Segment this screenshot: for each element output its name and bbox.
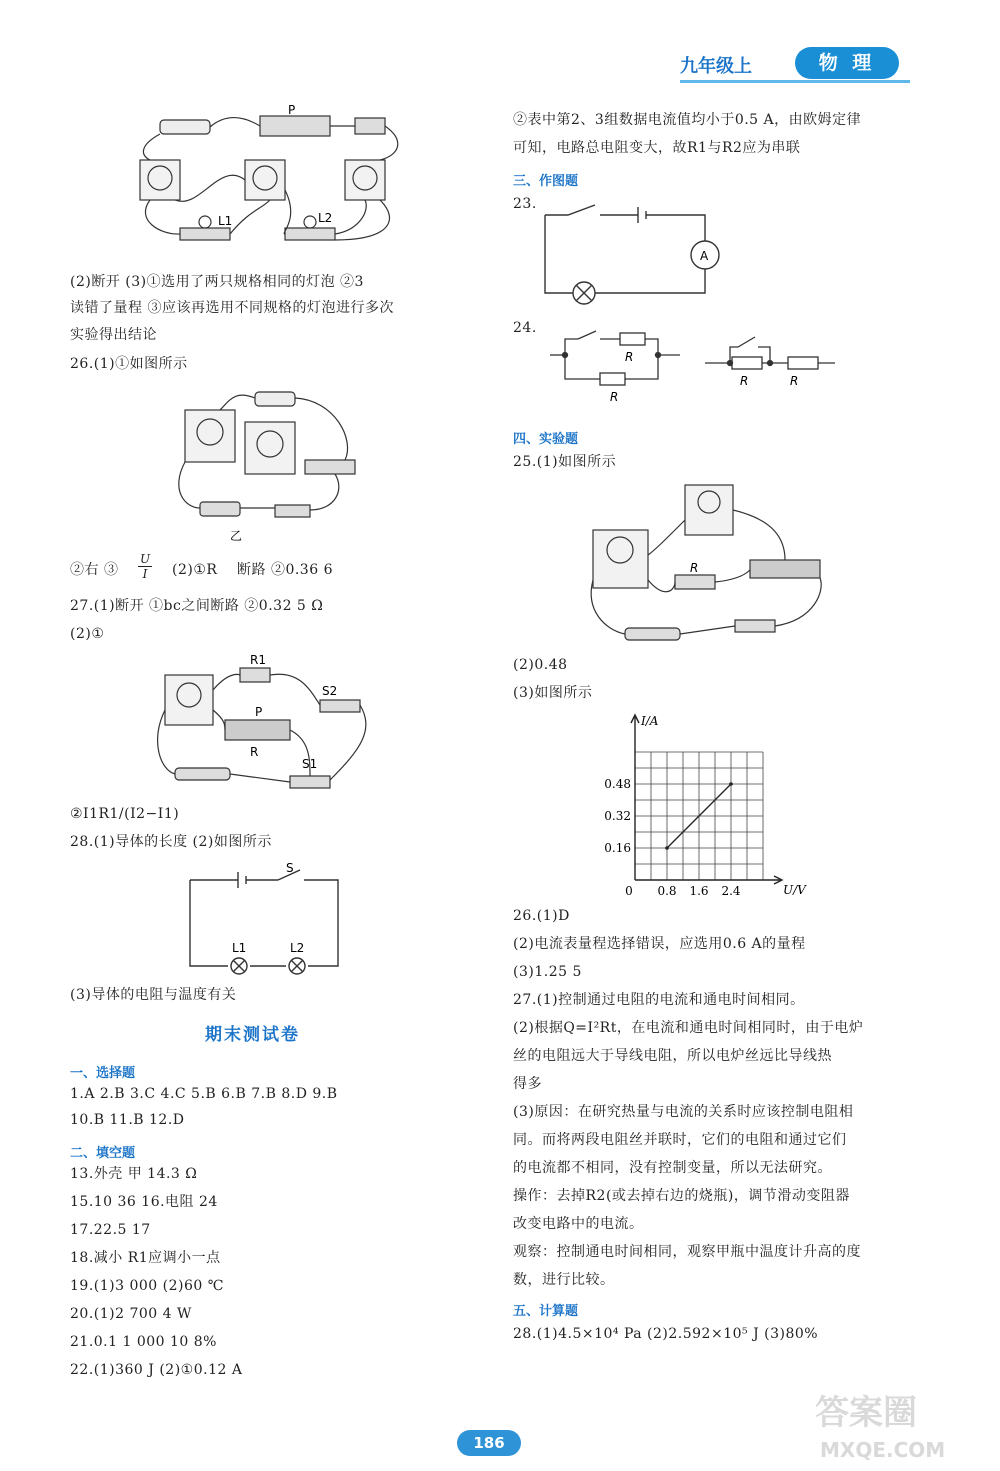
- circuit-figure-5: [585, 480, 835, 645]
- section-choice: 一、选择题: [70, 1066, 136, 1081]
- iu-point: [729, 782, 733, 786]
- q27-line-1: 27.(1)断开 ①bc之间断路 ②0.32 5 Ω: [70, 598, 324, 614]
- q25-right-head: 25.(1)如图所示: [513, 454, 617, 470]
- q27-right-10: 观察：控制通电时间相同，观察甲瓶中温度计升高的度: [513, 1244, 861, 1260]
- fig3-label-s1: S1: [302, 757, 318, 771]
- x-axis-label: U/V: [783, 883, 806, 897]
- q26-fraction-num: U: [139, 552, 151, 566]
- q26-head: 26.(1)①如图所示: [70, 356, 188, 372]
- iu-graph-axes: [631, 715, 782, 884]
- section-calculation: 五、计算题: [513, 1304, 579, 1319]
- watermark-logo: 答案圈: [815, 1393, 917, 1433]
- x-tick-label: 0.8: [657, 884, 677, 898]
- q27-right-7: 的电流都不相同，没有控制变量，所以无法研究。: [513, 1160, 832, 1176]
- q26-tail-part-1: ②右 ③: [70, 562, 119, 578]
- q27-right-5: (3)原因：在研究热量与电流的关系时应该控制电阻相: [513, 1104, 854, 1120]
- circuit-q24: [540, 325, 840, 405]
- header-underline: [680, 80, 910, 83]
- fill-line-6: 20.(1)2 700 4 W: [70, 1306, 192, 1322]
- fig3-label-p: P: [255, 705, 263, 719]
- fill-line-3: 17.22.5 17: [70, 1222, 151, 1238]
- fig5-label-r: R: [690, 561, 699, 575]
- fill-line-2: 15.10 36 16.电阻 24: [70, 1194, 218, 1210]
- circuit-figure-1: [120, 100, 410, 260]
- q28-right: 28.(1)4.5×10⁴ Pa (2)2.592×10⁵ J (3)80%: [513, 1326, 819, 1342]
- q27-right-1: 27.(1)控制通过电阻的电流和通电时间相同。: [513, 992, 805, 1008]
- fig1-label-l1: L1: [218, 214, 233, 228]
- q23-label: 23.: [513, 196, 537, 212]
- circuit-figure-2: [175, 380, 365, 545]
- q24-label-r2: R: [610, 390, 619, 404]
- section-fill: 二、填空题: [70, 1146, 136, 1161]
- page-number: 186: [457, 1430, 521, 1456]
- y-tick-label: 0.32: [604, 809, 631, 823]
- fig4-label-l1: L1: [232, 941, 247, 955]
- q25-line-3: 实验得出结论: [70, 327, 157, 343]
- header-grade: 九年级上: [680, 56, 752, 77]
- q25-line-1: (2)断开 (3)①选用了两只规格相同的灯泡 ②3: [70, 274, 364, 290]
- right-top-line-1: ②表中第2、3组数据电流值均小于0.5 A，由欧姆定律: [513, 112, 862, 128]
- fill-line-7: 21.0.1 1 000 10 8%: [70, 1334, 217, 1350]
- q23-ammeter-label: A: [700, 249, 709, 263]
- q26-right-2: (2)电流表量程选择错误，应选用0.6 A的量程: [513, 936, 806, 952]
- q27-line-2: (2)①: [70, 626, 105, 642]
- fig4-label-l2: L2: [290, 941, 305, 955]
- q28-line: 28.(1)导体的长度 (2)如图所示: [70, 834, 272, 850]
- q24-label: 24.: [513, 320, 537, 336]
- fig3-label-s2: S2: [322, 684, 338, 698]
- q27-right-9: 改变电路中的电流。: [513, 1216, 644, 1232]
- q26-fraction-den: I: [142, 567, 148, 581]
- circuit-figure-4: [180, 858, 350, 978]
- q27-tail: ②I1R1/(I2−I1): [70, 806, 180, 822]
- y-axis-label: I/A: [641, 714, 659, 728]
- q26-fraction: [138, 552, 152, 581]
- q26-tail-part-2: (2)①R: [172, 562, 218, 578]
- fig3-label-r: R: [250, 745, 259, 759]
- circuit-q23: [540, 195, 720, 310]
- q27-right-11: 数，进行比较。: [513, 1272, 615, 1288]
- watermark-url: MXQE.COM: [820, 1438, 946, 1462]
- fig1-label-l2: L2: [318, 211, 333, 225]
- fig4-label-s: S: [286, 861, 294, 875]
- q28-tail: (3)导体的电阻与温度有关: [70, 987, 237, 1003]
- fig1-label-p: P: [288, 103, 296, 117]
- fill-line-8: 22.(1)360 J (2)①0.12 A: [70, 1362, 243, 1378]
- fill-line-1: 13.外壳 甲 14.3 Ω: [70, 1166, 198, 1182]
- choice-answers-2: 10.B 11.B 12.D: [70, 1112, 185, 1128]
- q24-label-r3: R: [740, 374, 749, 388]
- x-tick-label: 2.4: [721, 884, 741, 898]
- fig3-label-r1: R1: [250, 653, 266, 667]
- fill-line-5: 19.(1)3 000 (2)60 ℃: [70, 1278, 224, 1294]
- section-drawing: 三、作图题: [513, 174, 579, 189]
- q26-right-1: 26.(1)D: [513, 908, 570, 924]
- right-top-line-2: 可知，电路总电阻变大，故R1与R2应为串联: [513, 140, 801, 156]
- q24-label-r1: R: [625, 350, 634, 364]
- choice-answers-1: 1.A 2.B 3.C 4.C 5.B 6.B 7.B 8.D 9.B: [70, 1086, 338, 1102]
- final-test-title: 期末测试卷: [205, 1025, 300, 1045]
- q27-right-8: 操作：去掉R2(或去掉右边的烧瓶)，调节滑动变阻器: [513, 1188, 850, 1204]
- x-tick-label: 0: [625, 884, 633, 898]
- y-tick-label: 0.16: [604, 841, 631, 855]
- q27-right-3: 丝的电阻远大于导线电阻，所以电炉丝远比导线热: [513, 1048, 832, 1064]
- q27-right-6: 同。而将两段电阻丝并联时，它们的电阻和通过它们: [513, 1132, 847, 1148]
- x-tick-label: 1.6: [689, 884, 709, 898]
- q25-line-2: 读错了量程 ③应该再选用不同规格的灯泡进行多次: [70, 300, 394, 316]
- y-tick-label: 0.48: [604, 777, 631, 791]
- q26-right-3: (3)1.25 5: [513, 964, 582, 980]
- iu-graph: [595, 705, 825, 905]
- q25-right-2: (2)0.48: [513, 657, 568, 673]
- q25-right-3: (3)如图所示: [513, 685, 593, 701]
- q27-right-4: 得多: [513, 1076, 542, 1092]
- section-experiment: 四、实验题: [513, 432, 579, 447]
- header-subject: 物 理: [795, 47, 899, 79]
- iu-point: [665, 846, 669, 850]
- fig2-label: 乙: [230, 529, 243, 543]
- q24-label-r4: R: [790, 374, 799, 388]
- circuit-figure-3: [150, 650, 380, 800]
- q27-right-2: (2)根据Q=I²Rt，在电流和通电时间相同时，由于电炉: [513, 1020, 864, 1036]
- q26-tail-part-3: 断路 ②0.36 6: [237, 562, 333, 578]
- fill-line-4: 18.减小 R1应调小一点: [70, 1250, 221, 1266]
